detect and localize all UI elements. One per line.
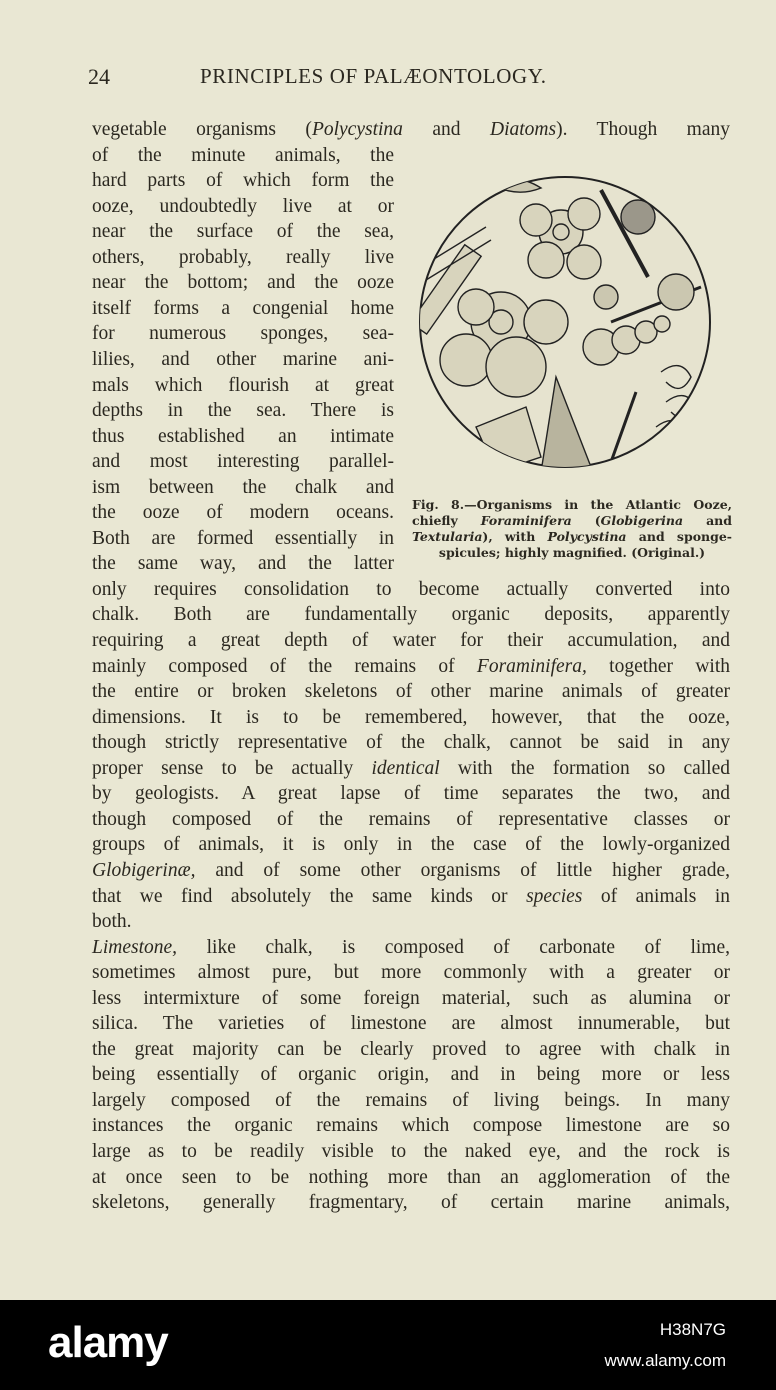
figure-illustration: [416, 172, 714, 472]
text-line: proper sense to be actually identical with the formation so called: [92, 757, 730, 779]
text-line: ooze, undoubtedly live at or: [92, 195, 394, 217]
text-line: lilies, and other marine ani-: [92, 348, 394, 370]
text-line: largely composed of the remains of living beings. In many: [92, 1089, 730, 1111]
caption-line: Fig. 8.—Organisms in the Atlantic Ooze,: [412, 497, 732, 512]
text-line: hard parts of which form the: [92, 170, 394, 192]
site-url: www.alamy.com: [604, 1351, 726, 1370]
text-line: sometimes almost pure, but more commonly with a greater or: [92, 962, 730, 984]
text-line: for numerous sponges, sea-: [92, 323, 394, 345]
page-number: 24: [88, 64, 110, 89]
text-line: near the bottom; and the ooze: [92, 272, 394, 294]
text-line: thus established an intimate: [92, 425, 394, 447]
text-line: silica. The varieties of limestone are almost innumerable, but: [92, 1013, 730, 1035]
text-line: chalk. Both are fundamentally organic deposits, apparently: [92, 604, 730, 626]
caption-line: spicules; highly magnified. (Original.): [438, 545, 706, 560]
text-line: skeletons, generally fragmentary, of certain marine animals,: [92, 1192, 730, 1214]
running-title: PRINCIPLES OF PALÆONTOLOGY.: [200, 64, 547, 88]
text-line: itself forms a congenial home: [92, 297, 394, 319]
text-line: the great majority can be clearly proved to agree with chalk in: [92, 1038, 730, 1060]
image-id: H38N7G: [659, 1320, 726, 1339]
text-line: depths in the sea. There is: [92, 400, 394, 422]
text-line: large as to be readily visible to the naked eye, and the rock is: [92, 1141, 730, 1162]
text-line: by geologists. A great lapse of time separates the two, and: [92, 783, 730, 805]
caption-line: Textularia), with Polycystina and sponge-: [412, 529, 732, 544]
text-line: the entire or broken skeletons of other marine animals of greater: [92, 681, 730, 703]
page-header: [88, 64, 728, 98]
text-line: being essentially of organic origin, and in being more or less: [92, 1064, 730, 1086]
text-line: the same way, and the latter: [92, 553, 394, 575]
text-line: others, probably, really live: [92, 246, 394, 268]
text-line: mainly composed of the remains of Foraminifera, together with: [92, 655, 730, 677]
caption-line: chiefly Foraminifera (Globigerina and: [412, 513, 732, 528]
text-line: near the surface of the sea,: [92, 221, 394, 243]
text-line: that we find absolutely the same kinds or species of animals in: [92, 885, 730, 907]
text-line: both.: [92, 911, 132, 933]
text-line: and most interesting parallel-: [92, 451, 394, 473]
text-line: requiring a great depth of water for their accumulation, and: [92, 630, 730, 651]
figure-caption: [412, 497, 732, 561]
text-line: of the minute animals, the: [92, 144, 394, 166]
text-line: dimensions. It is to be remembered, however, that the ooze,: [92, 706, 730, 728]
text-line: instances the organic remains which compose limestone are so: [92, 1115, 730, 1137]
text-line: mals which flourish at great: [92, 374, 394, 396]
text-line: groups of animals, it is only in the case of the lowly-organized: [92, 834, 730, 856]
text-line: Globigerinæ, and of some other organisms of little higher grade,: [92, 859, 730, 881]
text-line: though strictly representative of the chalk, cannot be said in any: [92, 732, 730, 754]
text-line: though composed of the remains of representative classes or: [92, 808, 730, 830]
text-line: Both are formed essentially in: [92, 527, 394, 549]
alamy-logo: alamy: [48, 1318, 168, 1367]
text-line: ism between the chalk and: [92, 476, 394, 498]
text-line: Limestone, like chalk, is composed of carbonate of lime,: [92, 936, 730, 958]
text-line: vegetable organisms (Polycystina and Diatoms). Though many: [92, 119, 730, 140]
text-line: less intermixture of some foreign material, such as alumina or: [92, 987, 730, 1009]
text-line: the ooze of modern oceans.: [92, 502, 394, 524]
text-line: at once seen to be nothing more than an agglomeration of the: [92, 1166, 730, 1188]
text-line: only requires consolidation to become actually converted into: [92, 578, 730, 600]
